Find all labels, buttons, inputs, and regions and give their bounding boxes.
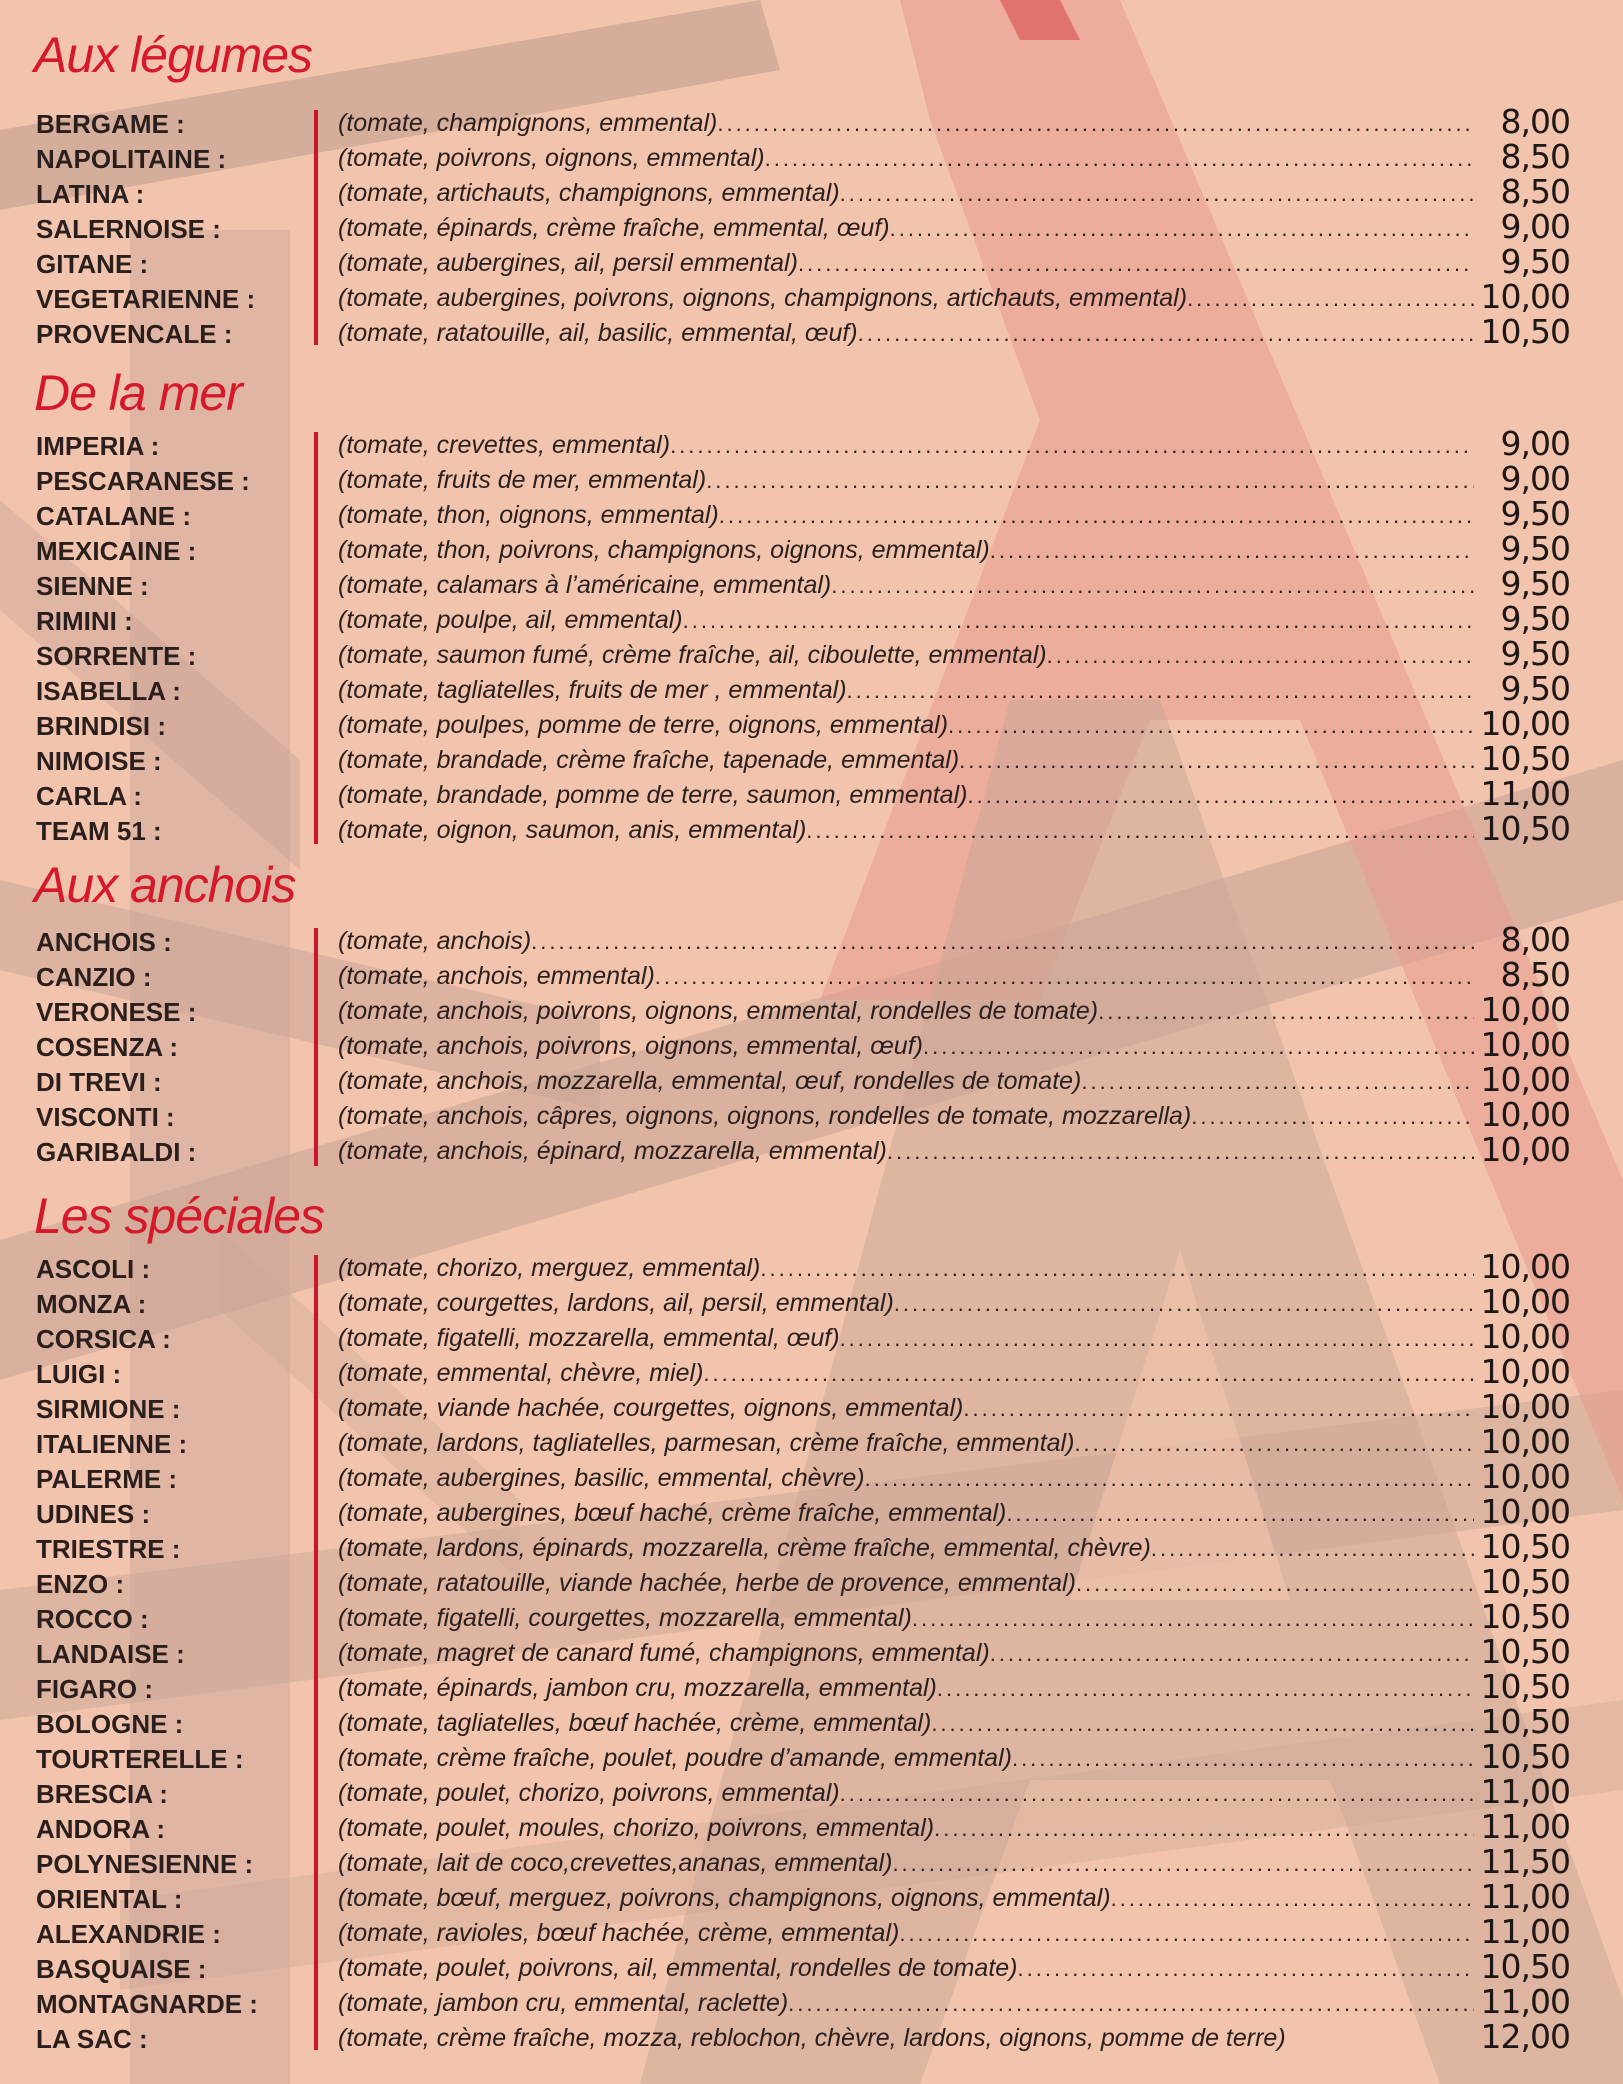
menu-item	[0, 312, 1623, 351]
item-price: 9,50	[1500, 242, 1570, 281]
item-price: 8,00	[1500, 102, 1570, 141]
item-description: (tomate, poulet, chorizo, poivrons, emmental)	[338, 1779, 840, 1807]
item-name: ROCCO :	[36, 1604, 149, 1634]
item-name: ORIENTAL :	[36, 1884, 183, 1914]
item-price: 11,50	[1480, 1842, 1570, 1881]
item-price: 9,00	[1500, 207, 1570, 246]
item-description: (tomate, ravioles, bœuf hachée, crème, emmental)	[338, 1919, 900, 1947]
item-description: (tomate, poulpes, pomme de terre, oignons, emmental)	[338, 711, 949, 739]
menu-item	[0, 1982, 1623, 2021]
item-price: 10,00	[1480, 1352, 1570, 1391]
item-description: (tomate, courgettes, lardons, ail, persil, emmental)	[338, 1289, 894, 1317]
section-title: Aux légumes	[34, 27, 313, 83]
section-title: Les spéciales	[34, 1188, 324, 1244]
item-description: (tomate, lardons, épinards, mozzarella, crème fraîche, emmental, chèvre)	[338, 1534, 1151, 1562]
item-price: 10,50	[1480, 1562, 1570, 1601]
item-price: 10,50	[1480, 1527, 1570, 1566]
item-description: (tomate, anchois, câpres, oignons, oignons, rondelles de tomate, mozzarella)	[338, 1102, 1192, 1130]
item-name: UDINES :	[36, 1499, 151, 1529]
item-price: 10,00	[1480, 1317, 1570, 1356]
item-name: POLYNESIENNE :	[36, 1849, 254, 1879]
item-price: 11,00	[1480, 1807, 1570, 1846]
menu-item	[0, 599, 1623, 638]
item-description: (tomate, fruits de mer, emmental)	[338, 466, 707, 494]
item-price: 10,00	[1480, 704, 1570, 743]
item-description: (tomate, poivrons, oignons, emmental)	[338, 144, 765, 172]
item-price: 8,50	[1500, 172, 1570, 211]
item-name: PESCARANESE :	[36, 466, 250, 496]
menu-item	[0, 1282, 1623, 1321]
menu-item	[0, 1387, 1623, 1426]
item-price: 10,50	[1480, 809, 1570, 848]
item-description: (tomate, crème fraîche, poulet, poudre d’amande, emmental)	[338, 1744, 1012, 1772]
item-description: (tomate, crème fraîche, mozza, reblochon, chèvre, lardons, oignons, pomme de terre)	[338, 2024, 1286, 2052]
item-description: (tomate, thon, poivrons, champignons, oignons, emmental)	[338, 536, 990, 564]
item-description: (tomate, artichauts, champignons, emmental)	[338, 179, 840, 207]
menu-item	[0, 494, 1623, 533]
item-name: BOLOGNE :	[36, 1709, 184, 1739]
menu-item	[0, 1422, 1623, 1461]
item-price: 10,50	[1480, 1737, 1570, 1776]
menu-item	[0, 1492, 1623, 1531]
menu-item	[0, 955, 1623, 994]
item-description: (tomate, crevettes, emmental)	[338, 431, 671, 459]
item-name: GITANE :	[36, 249, 149, 279]
item-name: CARLA :	[36, 781, 142, 811]
item-name: IMPERIA :	[36, 431, 160, 461]
item-price: 11,00	[1480, 1982, 1570, 2021]
item-price: 10,50	[1480, 1597, 1570, 1636]
item-price: 8,00	[1500, 920, 1570, 959]
menu-item	[0, 990, 1623, 1029]
item-price: 10,50	[1480, 1702, 1570, 1741]
item-price: 9,00	[1500, 424, 1570, 463]
item-price: 10,50	[1480, 1947, 1570, 1986]
menu-item	[0, 1772, 1623, 1811]
menu-item	[0, 2017, 1623, 2056]
item-name: SALERNOISE :	[36, 214, 221, 244]
item-price: 10,00	[1480, 1457, 1570, 1496]
item-name: LANDAISE :	[36, 1639, 185, 1669]
item-description: (tomate, chorizo, merguez, emmental)	[338, 1254, 761, 1282]
item-name: ANDORA :	[36, 1814, 166, 1844]
menu-item	[0, 1947, 1623, 1986]
menu-item	[0, 529, 1623, 568]
item-price: 10,00	[1480, 1387, 1570, 1426]
item-description: (tomate, jambon cru, emmental, raclette)	[338, 1989, 789, 2017]
item-price: 10,00	[1480, 1422, 1570, 1461]
menu-item	[0, 1737, 1623, 1776]
item-description: (tomate, poulpe, ail, emmental)	[338, 606, 683, 634]
item-price: 10,00	[1480, 277, 1570, 316]
item-name: CANZIO :	[36, 962, 152, 992]
item-name: ISABELLA :	[36, 676, 181, 706]
item-price: 11,00	[1480, 1912, 1570, 1951]
item-name: ASCOLI :	[36, 1254, 151, 1284]
item-name: SORRENTE :	[36, 641, 197, 671]
item-name: MONTAGNARDE :	[36, 1989, 258, 2019]
item-description: (tomate, anchois, emmental)	[338, 962, 655, 990]
item-price: 9,50	[1500, 529, 1570, 568]
item-price: 9,50	[1500, 634, 1570, 673]
item-description: (tomate, poulet, moules, chorizo, poivrons, emmental)	[338, 1814, 935, 1842]
menu-item	[0, 634, 1623, 673]
item-description: (tomate, aubergines, basilic, emmental, chèvre)	[338, 1464, 865, 1492]
item-name: PROVENCALE :	[36, 319, 233, 349]
menu-item	[0, 1562, 1623, 1601]
menu-item	[0, 242, 1623, 281]
menu-item	[0, 1130, 1623, 1169]
item-description: (tomate, tagliatelles, bœuf hachée, crème, emmental)	[338, 1709, 932, 1737]
menu-item	[0, 1352, 1623, 1391]
item-price: 10,00	[1480, 990, 1570, 1029]
item-description: (tomate, anchois)	[338, 927, 532, 955]
item-description: (tomate, figatelli, mozzarella, emmental, œuf)	[338, 1324, 840, 1352]
item-description: (tomate, anchois, poivrons, oignons, emmental, œuf)	[338, 1032, 923, 1060]
menu-item	[0, 669, 1623, 708]
menu-item	[0, 1842, 1623, 1881]
menu-item	[0, 172, 1623, 211]
item-price: 9,50	[1500, 599, 1570, 638]
item-name: NIMOISE :	[36, 746, 162, 776]
item-price: 11,00	[1480, 774, 1570, 813]
item-description: (tomate, lardons, tagliatelles, parmesan, crème fraîche, emmental)	[338, 1429, 1075, 1457]
item-price: 10,00	[1480, 1247, 1570, 1286]
item-name: VISCONTI :	[36, 1102, 175, 1132]
item-price: 9,50	[1500, 669, 1570, 708]
menu-item	[0, 564, 1623, 603]
item-name: GARIBALDI :	[36, 1137, 197, 1167]
item-name: TRIESTRE :	[36, 1534, 181, 1564]
item-description: (tomate, brandade, crème fraîche, tapenade, emmental)	[338, 746, 960, 774]
menu-item	[0, 1702, 1623, 1741]
menu-item	[0, 1912, 1623, 1951]
item-name: TEAM 51 :	[36, 816, 162, 846]
item-name: CATALANE :	[36, 501, 192, 531]
item-price: 11,00	[1480, 1772, 1570, 1811]
item-description: (tomate, figatelli, courgettes, mozzarella, emmental)	[338, 1604, 912, 1632]
item-description: (tomate, aubergines, poivrons, oignons, champignons, artichauts, emmental)	[338, 284, 1188, 312]
item-name: ENZO :	[36, 1569, 125, 1599]
menu-item	[0, 1527, 1623, 1566]
item-name: ALEXANDRIE :	[36, 1919, 221, 1949]
menu-item	[0, 1095, 1623, 1134]
item-price: 10,00	[1480, 1095, 1570, 1134]
menu-item	[0, 1597, 1623, 1636]
item-price: 10,50	[1480, 1632, 1570, 1671]
item-name: ANCHOIS :	[36, 927, 172, 957]
item-description: (tomate, emmental, chèvre, miel)	[338, 1359, 704, 1387]
item-name: LATINA :	[36, 179, 145, 209]
item-name: ITALIENNE :	[36, 1429, 188, 1459]
item-name: CORSICA :	[36, 1324, 171, 1354]
item-description: (tomate, épinards, crème fraîche, emmental, œuf)	[338, 214, 890, 242]
item-description: (tomate, calamars à l’américaine, emmental)	[338, 571, 832, 599]
item-name: VERONESE :	[36, 997, 197, 1027]
menu-item	[0, 102, 1623, 141]
menu-item	[0, 1667, 1623, 1706]
item-description: (tomate, tagliatelles, fruits de mer , emmental)	[338, 676, 847, 704]
item-description: (tomate, anchois, épinard, mozzarella, emmental)	[338, 1137, 887, 1165]
item-price: 10,50	[1480, 1667, 1570, 1706]
section-title: Aux anchois	[34, 857, 296, 913]
menu-item	[0, 1457, 1623, 1496]
item-price: 10,00	[1480, 1492, 1570, 1531]
item-price: 12,00	[1480, 2017, 1570, 2056]
menu-item	[0, 1317, 1623, 1356]
item-description: (tomate, anchois, mozzarella, emmental, œuf, rondelles de tomate)	[338, 1067, 1082, 1095]
item-name: MEXICAINE :	[36, 536, 197, 566]
item-price: 9,50	[1500, 494, 1570, 533]
item-description: (tomate, ratatouille, viande hachée, herbe de provence, emmental)	[338, 1569, 1076, 1597]
item-price: 9,00	[1500, 459, 1570, 498]
item-name: SIENNE :	[36, 571, 149, 601]
item-name: RIMINI :	[36, 606, 133, 636]
item-description: (tomate, aubergines, bœuf haché, crème fraîche, emmental)	[338, 1499, 1007, 1527]
item-price: 10,50	[1480, 312, 1570, 351]
item-description: (tomate, oignon, saumon, anis, emmental)	[338, 816, 807, 844]
item-description: (tomate, aubergines, ail, persil emmental)	[338, 249, 798, 277]
item-price: 8,50	[1500, 955, 1570, 994]
item-price: 10,00	[1480, 1060, 1570, 1099]
item-description: (tomate, bœuf, merguez, poivrons, champignons, oignons, emmental)	[338, 1884, 1111, 1912]
item-description: (tomate, brandade, pomme de terre, saumon, emmental)	[338, 781, 968, 809]
menu-item	[0, 1247, 1623, 1286]
item-description: (tomate, saumon fumé, crème fraîche, ail, ciboulette, emmental)	[338, 641, 1047, 669]
item-name: BASQUAISE :	[36, 1954, 207, 1984]
item-name: BERGAME :	[36, 109, 185, 139]
item-name: BRINDISI :	[36, 711, 166, 741]
item-name: SIRMIONE :	[36, 1394, 181, 1424]
menu-item	[0, 739, 1623, 778]
menu-item	[0, 1807, 1623, 1846]
item-description: (tomate, champignons, emmental)	[338, 109, 718, 137]
menu-item	[0, 1877, 1623, 1916]
item-name: TOURTERELLE :	[36, 1744, 244, 1774]
menu-item	[0, 207, 1623, 246]
menu-item	[0, 920, 1623, 959]
menu-item	[0, 774, 1623, 813]
menu-item	[0, 704, 1623, 743]
item-name: VEGETARIENNE :	[36, 284, 256, 314]
item-name: FIGARO :	[36, 1674, 153, 1704]
item-price: 10,00	[1480, 1130, 1570, 1169]
item-name: NAPOLITAINE :	[36, 144, 227, 174]
item-name: COSENZA :	[36, 1032, 179, 1062]
item-description: (tomate, thon, oignons, emmental)	[338, 501, 719, 529]
item-name: MONZA :	[36, 1289, 147, 1319]
item-description: (tomate, poulet, poivrons, ail, emmental, rondelles de tomate)	[338, 1954, 1018, 1982]
item-price: 11,00	[1480, 1877, 1570, 1916]
item-price: 10,00	[1480, 1282, 1570, 1321]
menu-item	[0, 277, 1623, 316]
item-description: (tomate, épinards, jambon cru, mozzarella, emmental)	[338, 1674, 937, 1702]
item-price: 9,50	[1500, 564, 1570, 603]
item-name: LUIGI :	[36, 1359, 122, 1389]
item-description: (tomate, viande hachée, courgettes, oignons, emmental)	[338, 1394, 964, 1422]
item-description: (tomate, magret de canard fumé, champignons, emmental)	[338, 1639, 990, 1667]
item-description: (tomate, anchois, poivrons, oignons, emmental, rondelles de tomate)	[338, 997, 1099, 1025]
menu-item	[0, 459, 1623, 498]
item-price: 10,50	[1480, 739, 1570, 778]
menu-item	[0, 809, 1623, 848]
item-name: DI TREVI :	[36, 1067, 162, 1097]
menu-item	[0, 1025, 1623, 1064]
item-description: (tomate, ratatouille, ail, basilic, emmental, œuf)	[338, 319, 858, 347]
menu-item	[0, 1632, 1623, 1671]
menu-item	[0, 424, 1623, 463]
section-title: De la mer	[34, 365, 242, 421]
menu-item	[0, 1060, 1623, 1099]
item-price: 10,00	[1480, 1025, 1570, 1064]
item-name: PALERME :	[36, 1464, 178, 1494]
item-name: LA SAC :	[36, 2024, 148, 2054]
item-price: 8,50	[1500, 137, 1570, 176]
item-description: (tomate, lait de coco,crevettes,ananas, emmental)	[338, 1849, 893, 1877]
item-name: BRESCIA :	[36, 1779, 168, 1809]
menu-item	[0, 137, 1623, 176]
